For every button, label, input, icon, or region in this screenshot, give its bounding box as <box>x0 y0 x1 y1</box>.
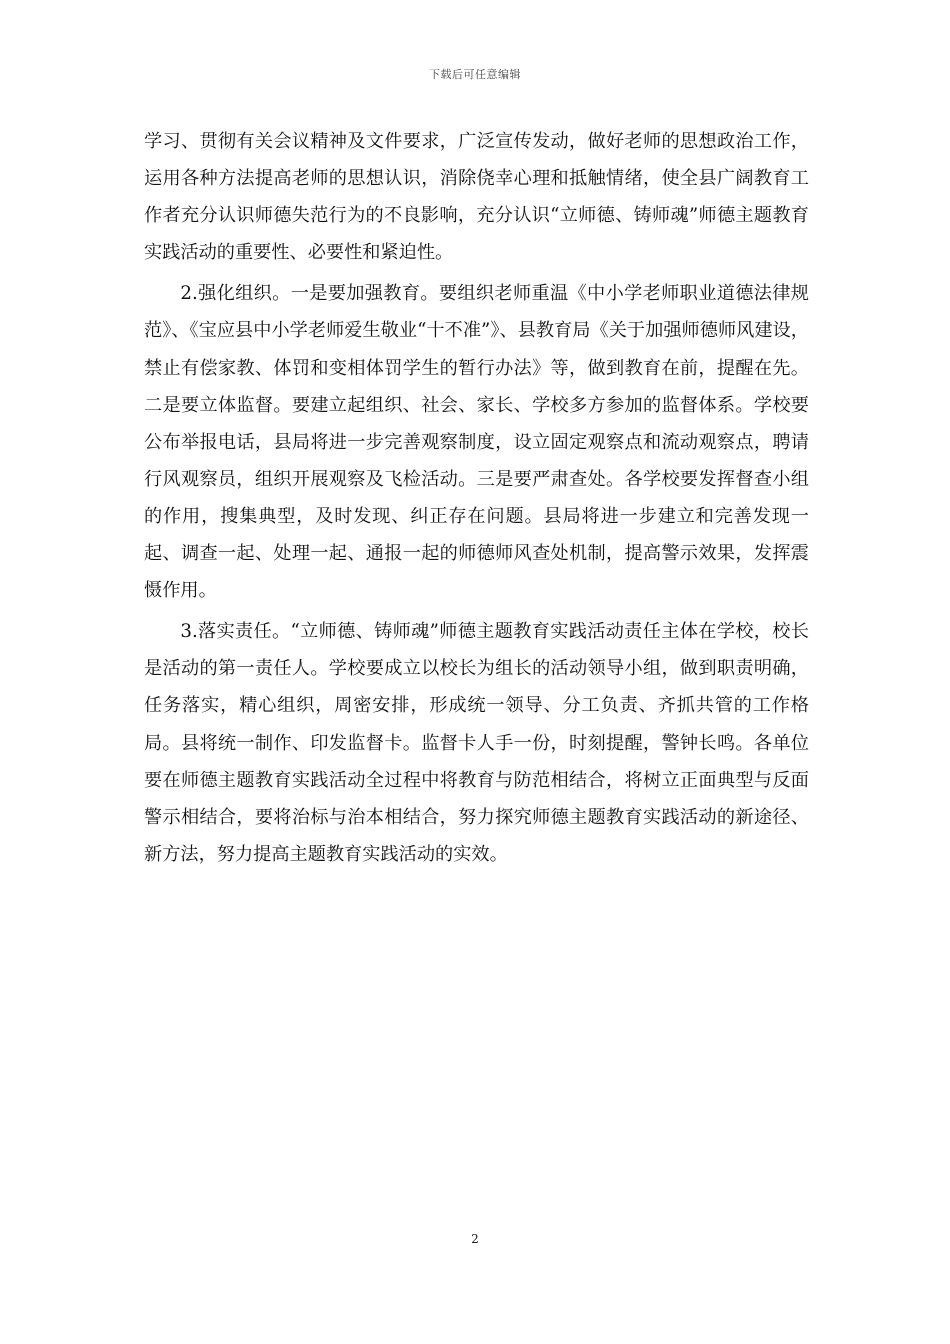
page-number: 2 <box>471 1232 479 1246</box>
document-body <box>144 123 809 877</box>
paragraph-continuation: 学习、贯彻有关会议精神及文件要求，广泛宣传发动，做好老师的思想政治工作，运用各种方法提高老师的思想认识，消除侥幸心理和抵触情绪，使全县广阔教育工作者充分认识师德失范行为的不良影响，充分认识“立师德、铸师魂”师德主题教育实践活动的重要性、必要性和紧迫性。 <box>144 131 809 264</box>
page-header: 下载后可任意编辑 <box>429 68 521 81</box>
paragraph-implement-responsibility: 3.落实责任。“立师德、铸师魂”师德主题教育实践活动责任主体在学校，校长是活动的第一责任人。学校要成立以校长为组长的活动领导小组，做到职责明确，任务落实，精心组织，周密安排，形成统一领导、分工负责、齐抓共管的工作格局。县将统一制作、印发监督卡。监督卡人手一份，时刻提醒，警钟长鸣。各单位要在师德主题教育实践活动全过程中将教育与防范相结合，将树立正面典型与反面警示相结合，要将治标与治本相结合，努力探究师德主题教育实践活动的新途径、新方法，努力提高主题教育实践活动的实效。 <box>144 621 809 865</box>
paragraph-strengthen-organization: 2.强化组织。一是要加强教育。要组织老师重温《中小学老师职业道德法律规范》、《宝应县中小学老师爱生敬业“十不准”》、县教育局《关于加强师德师风建设，禁止有偿家教、体罚和变相体罚学生的暂行办法》等，做到教育在前，提醒在先。二是要立体监督。要建立起组织、社会、家长、学校多方参加的监督体系。学校要公布举报电话，县局将进一步完善观察制度，设立固定观察点和流动观察点，聘请行风观察员，组织开展观察及飞检活动。三是要严肃查处。各学校要发挥督查小组的作用，搜集典型，及时发现、纠正存在问题。县局将进一步建立和完善发现一起、调查一起、处理一起、通报一起的师德师风查处机制，提高警示效果，发挥震慑作用。 <box>144 283 809 602</box>
